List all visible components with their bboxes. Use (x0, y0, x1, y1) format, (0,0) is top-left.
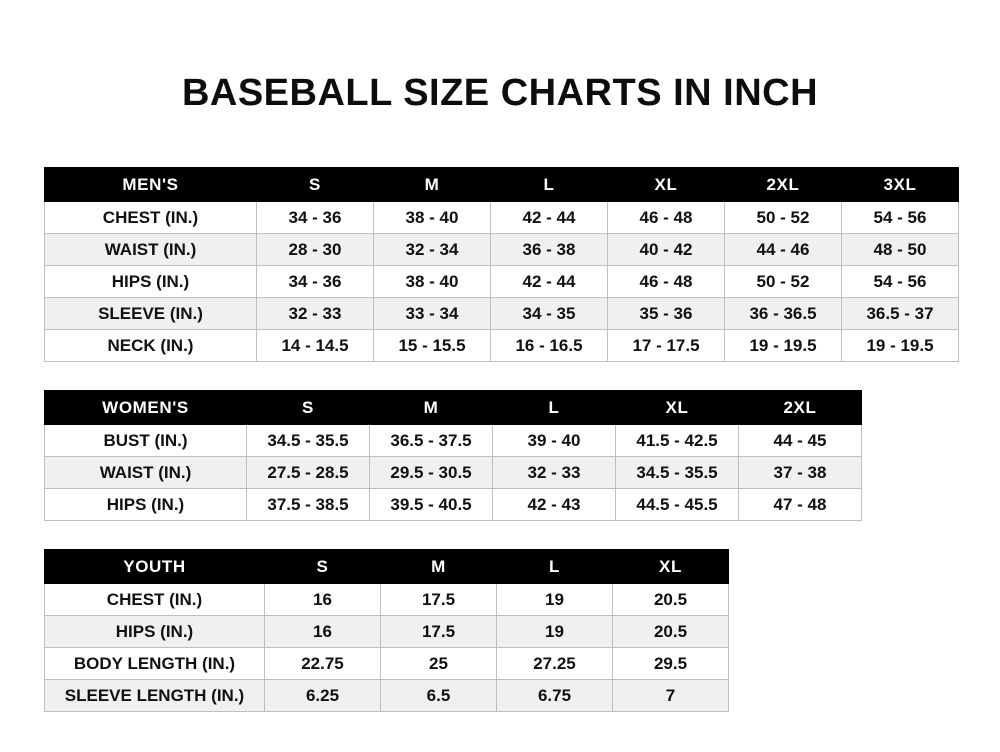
row-label: WAIST (IN.) (45, 457, 247, 489)
row-label: BUST (IN.) (45, 425, 247, 457)
table-cell: 40 - 42 (608, 234, 725, 266)
row-label: CHEST (IN.) (45, 584, 265, 616)
table-cell: 16 (265, 616, 381, 648)
column-header: 2XL (725, 168, 842, 202)
table-cell: 17.5 (381, 616, 497, 648)
table-cell: 41.5 - 42.5 (616, 425, 739, 457)
column-header: M (381, 550, 497, 584)
table-row (45, 584, 729, 616)
table-cell: 22.75 (265, 648, 381, 680)
page-title: BASEBALL SIZE CHARTS IN INCH (181, 72, 819, 114)
table-cell: 32 - 33 (257, 298, 374, 330)
table-cell: 36.5 - 37 (842, 298, 959, 330)
table-cell: 27.5 - 28.5 (247, 457, 370, 489)
table-cell: 42 - 44 (491, 266, 608, 298)
table-row (45, 234, 959, 266)
column-header: S (265, 550, 381, 584)
table-cell: 33 - 34 (374, 298, 491, 330)
row-label: CHEST (IN.) (45, 202, 257, 234)
mens-size-table (44, 167, 959, 362)
table-cell: 19 (497, 616, 613, 648)
table-cell: 7 (613, 680, 729, 712)
table-cell: 34.5 - 35.5 (247, 425, 370, 457)
youth-size-table (44, 549, 729, 712)
table-cell: 37 - 38 (739, 457, 862, 489)
table-row (45, 680, 729, 712)
table-row (45, 648, 729, 680)
column-header: XL (608, 168, 725, 202)
table-row (45, 616, 729, 648)
table-spacer (44, 362, 956, 390)
table-cell: 28 - 30 (257, 234, 374, 266)
column-header: XL (613, 550, 729, 584)
table-cell: 42 - 44 (491, 202, 608, 234)
table-row (45, 266, 959, 298)
table-cell: 36 - 36.5 (725, 298, 842, 330)
table-cell: 17.5 (381, 584, 497, 616)
column-header: L (497, 550, 613, 584)
table-cell: 38 - 40 (374, 266, 491, 298)
table-cell: 37.5 - 38.5 (247, 489, 370, 521)
column-header: YOUTH (45, 550, 265, 584)
table-cell: 19 - 19.5 (842, 330, 959, 362)
table-cell: 42 - 43 (493, 489, 616, 521)
column-header: 2XL (739, 391, 862, 425)
row-label: NECK (IN.) (45, 330, 257, 362)
table-cell: 6.75 (497, 680, 613, 712)
table-cell: 39 - 40 (493, 425, 616, 457)
table-cell: 44 - 46 (725, 234, 842, 266)
table-row (45, 457, 862, 489)
table-cell: 29.5 - 30.5 (370, 457, 493, 489)
table-cell: 15 - 15.5 (374, 330, 491, 362)
table-cell: 34 - 35 (491, 298, 608, 330)
table-cell: 25 (381, 648, 497, 680)
table-row (45, 298, 959, 330)
column-header: 3XL (842, 168, 959, 202)
table-cell: 36.5 - 37.5 (370, 425, 493, 457)
table-cell: 50 - 52 (725, 266, 842, 298)
row-label: WAIST (IN.) (45, 234, 257, 266)
table-cell: 35 - 36 (608, 298, 725, 330)
column-header: MEN'S (45, 168, 257, 202)
table-cell: 34 - 36 (257, 266, 374, 298)
column-header: L (493, 391, 616, 425)
table-cell: 50 - 52 (725, 202, 842, 234)
row-label: HIPS (IN.) (45, 266, 257, 298)
table-cell: 14 - 14.5 (257, 330, 374, 362)
table-row (45, 489, 862, 521)
table-cell: 47 - 48 (739, 489, 862, 521)
table-header-row (45, 168, 959, 202)
table-cell: 19 - 19.5 (725, 330, 842, 362)
table-cell: 46 - 48 (608, 202, 725, 234)
table-header-row (45, 550, 729, 584)
table-cell: 54 - 56 (842, 202, 959, 234)
table-cell: 20.5 (613, 584, 729, 616)
row-label: BODY LENGTH (IN.) (45, 648, 265, 680)
table-cell: 6.25 (265, 680, 381, 712)
table-cell: 39.5 - 40.5 (370, 489, 493, 521)
column-header: S (257, 168, 374, 202)
column-header: M (370, 391, 493, 425)
table-cell: 34 - 36 (257, 202, 374, 234)
column-header: WOMEN'S (45, 391, 247, 425)
table-cell: 32 - 34 (374, 234, 491, 266)
row-label: SLEEVE LENGTH (IN.) (45, 680, 265, 712)
table-row (45, 202, 959, 234)
table-cell: 36 - 38 (491, 234, 608, 266)
tables-container (0, 167, 1000, 712)
table-cell: 32 - 33 (493, 457, 616, 489)
table-cell: 54 - 56 (842, 266, 959, 298)
row-label: HIPS (IN.) (45, 616, 265, 648)
table-cell: 38 - 40 (374, 202, 491, 234)
womens-size-table (44, 390, 862, 521)
table-row (45, 425, 862, 457)
table-cell: 46 - 48 (608, 266, 725, 298)
table-cell: 16 (265, 584, 381, 616)
row-label: HIPS (IN.) (45, 489, 247, 521)
table-cell: 6.5 (381, 680, 497, 712)
table-cell: 44 - 45 (739, 425, 862, 457)
table-cell: 44.5 - 45.5 (616, 489, 739, 521)
table-cell: 34.5 - 35.5 (616, 457, 739, 489)
table-cell: 48 - 50 (842, 234, 959, 266)
table-cell: 16 - 16.5 (491, 330, 608, 362)
row-label: SLEEVE (IN.) (45, 298, 257, 330)
table-cell: 17 - 17.5 (608, 330, 725, 362)
table-spacer (44, 521, 956, 549)
table-cell: 27.25 (497, 648, 613, 680)
table-header-row (45, 391, 862, 425)
column-header: L (491, 168, 608, 202)
column-header: S (247, 391, 370, 425)
table-cell: 20.5 (613, 616, 729, 648)
table-cell: 19 (497, 584, 613, 616)
column-header: M (374, 168, 491, 202)
table-row (45, 330, 959, 362)
column-header: XL (616, 391, 739, 425)
table-cell: 29.5 (613, 648, 729, 680)
